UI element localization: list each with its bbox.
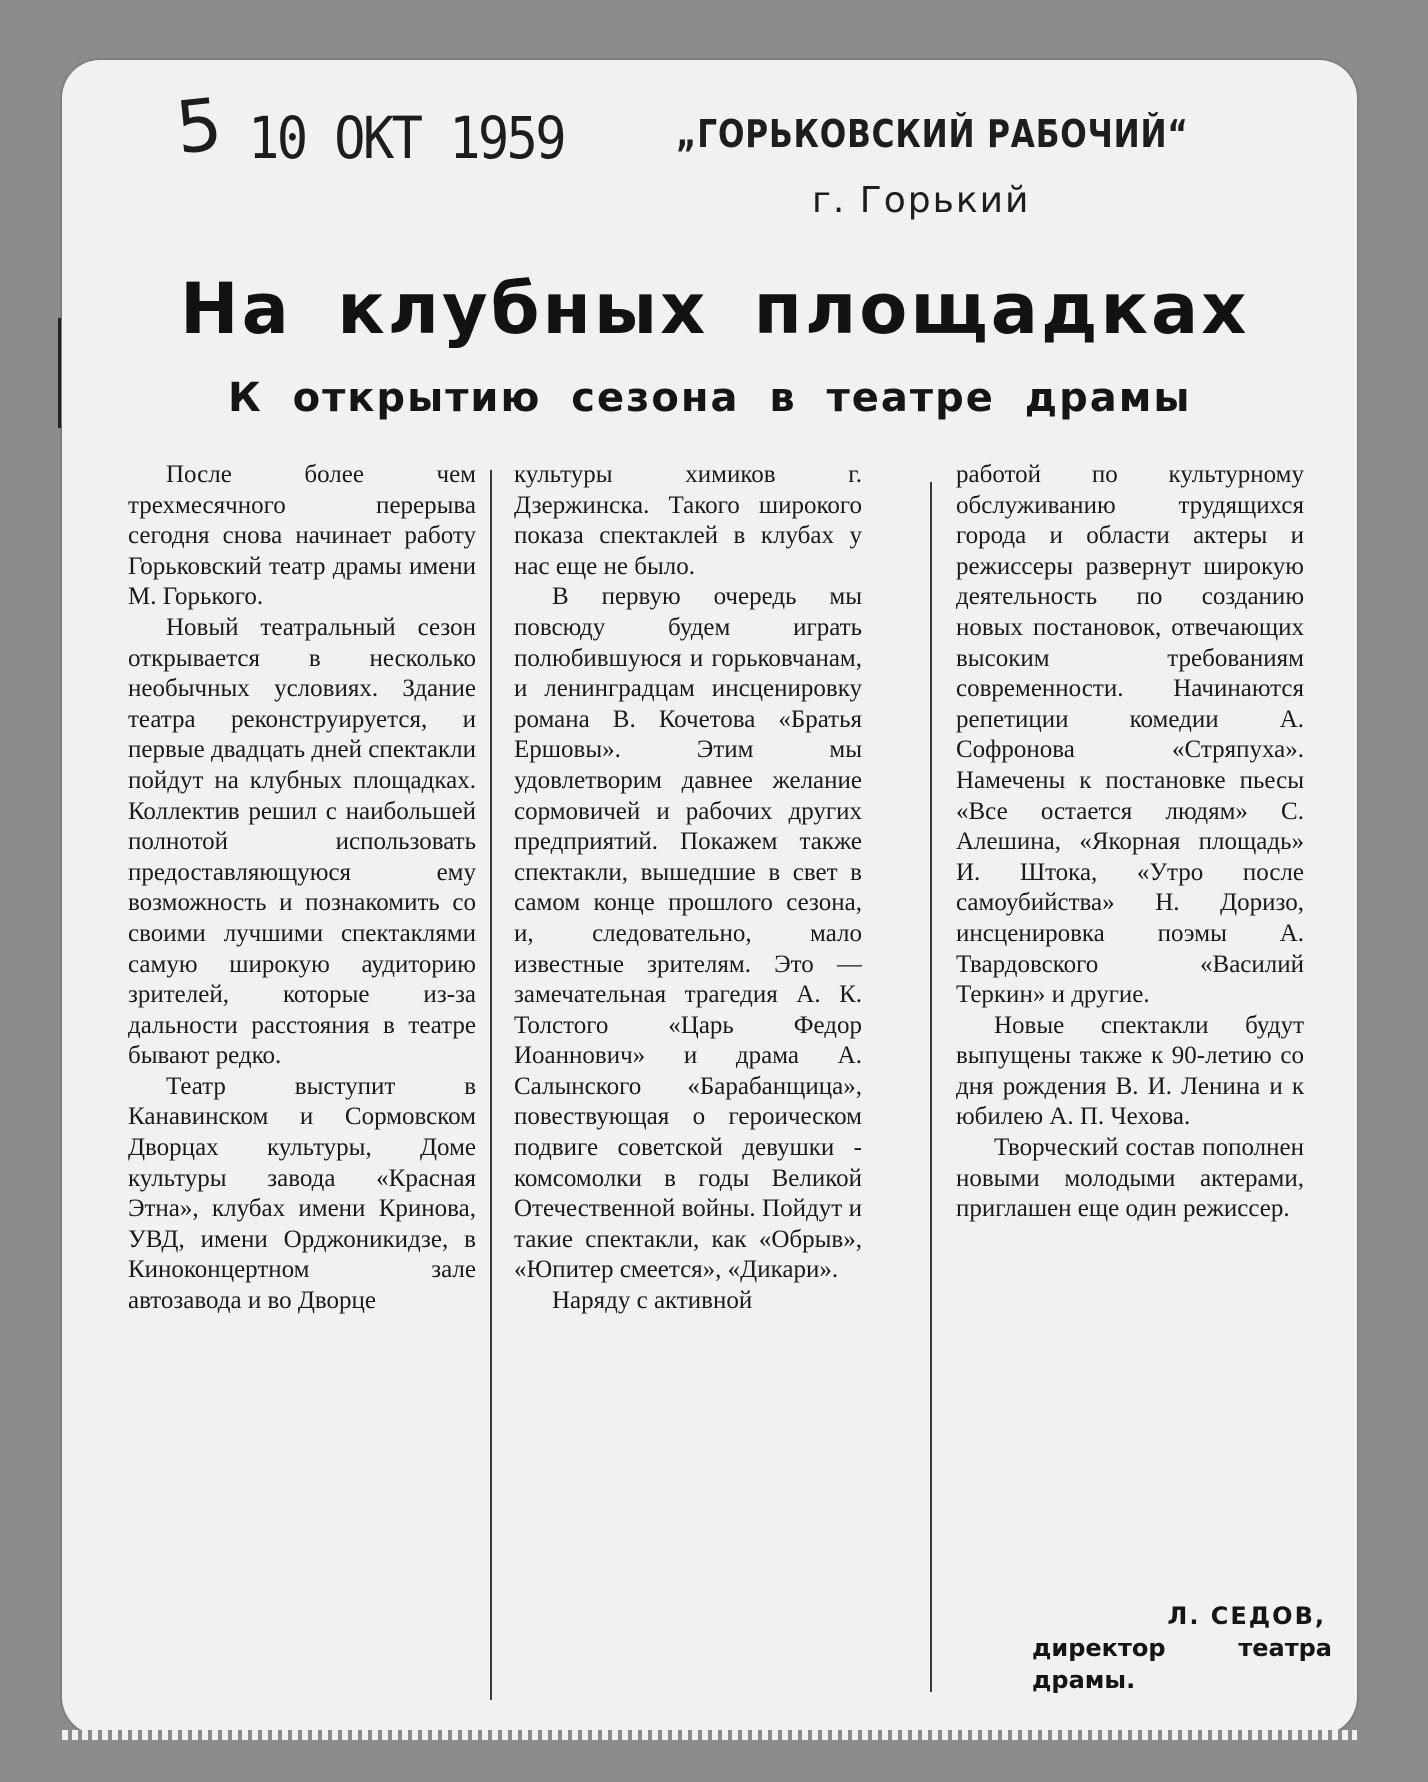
article-title: На клубных площадках: [180, 268, 1250, 350]
date-stamp: 10 ОКТ 1959: [248, 104, 564, 172]
article-column-1: [128, 460, 476, 1317]
newspaper-name: „ГОРЬКОВСКИЙ РАБОЧИЙ“: [676, 112, 1189, 156]
paragraph: В первую очередь мы повсюду будем играть полюбившуюся и горьковчанам, и ленинградцам инсценировку романа В. Кочетова «Братья Ершовы». Этим мы удовлетворим давнее желание сормовичей и рабочих других предприятий. Покажем также спектакли, вышедшие в свет в самом конце прошлого сезона, и, следовательно, мало известные зрителям. Это — замечательная трагедия А. К. Толстого «Царь Федор Иоаннович» и драма А. Салынского «Барабанщица», повествующая о героическом подвиге советской девушки - комсомолки в годы Великой Отечественной войны. Пойдут и такие спектакли, как «Обрыв», «Юпитер смеется», «Дикари».: [514, 583, 862, 1284]
paragraph: Новый театральный сезон открывается в несколько необычных условиях. Здание театра реконструируется, и первые двадцать дней спектакли пойдут на клубных площадках. Коллектив решил с наибольшей полнотой использовать предоставляющуюся ему возможность и познакомить со своими лучшими спектаклями самую широкую аудиторию зрителей, которые из-за дальности расстояния в театре бывают редко.: [128, 613, 476, 1070]
margin-mark: [58, 318, 61, 428]
paragraph: Театр выступит в Канавинском и Сормовском Дворцах культуры, Доме культуры завода «Красная Этна», клубах имени Кринова, УВД, имени Орджоникидзе, в Киноконцертном зале автозавода и во Дворце: [128, 1072, 476, 1315]
column-divider: [930, 482, 932, 1692]
author-role: директор театра: [1032, 1634, 1332, 1662]
paragraph: Наряду с активной: [552, 1287, 753, 1315]
article-column-3: [956, 460, 1304, 1225]
article-subtitle: К открытию сезона в театре драмы: [228, 375, 1192, 421]
torn-edge: [62, 1730, 1357, 1740]
author-role-continued: драмы.: [1032, 1666, 1136, 1694]
paragraph: После более чем трехмесячного перерыва сегодня снова начинает работу Горьковский театр драмы имени М. Горького.: [128, 461, 476, 611]
author-name: Л. СЕДОВ,: [1167, 1602, 1326, 1630]
column-divider: [490, 470, 492, 1700]
paragraph: культуры химиков г. Дзержинска. Такого широкого показа спектаклей в клубах у нас еще не было.: [514, 461, 862, 580]
paragraph: работой по культурному обслуживанию трудящихся города и области актеры и режиссеры развернут широкую деятельность по созданию новых постановок, отвечающих высоким требованиям современности. Начинаются репетиции комедии А. Софронова «Стряпуха». Намечены к постановке пьесы «Все остается людям» С. Алешина, «Якорная площадь» И. Штока, «Утро после самоубийства» Н. Доризо, инсценировка поэмы А. Твардовского «Василий Теркин» и другие.: [956, 461, 1304, 1009]
author-signature: [1032, 1600, 1332, 1696]
newspaper-city: г. Горький: [812, 180, 1031, 221]
article-column-2: [514, 460, 862, 1317]
handwritten-number: 5: [171, 81, 227, 171]
paragraph: Творческий состав пополнен новыми молодыми актерами, приглашен еще один режиссер.: [956, 1134, 1304, 1223]
paragraph: Новые спектакли будут выпущены также к 90-летию со дня рождения В. И. Ленина и к юбилею А. П. Чехова.: [956, 1011, 1304, 1131]
